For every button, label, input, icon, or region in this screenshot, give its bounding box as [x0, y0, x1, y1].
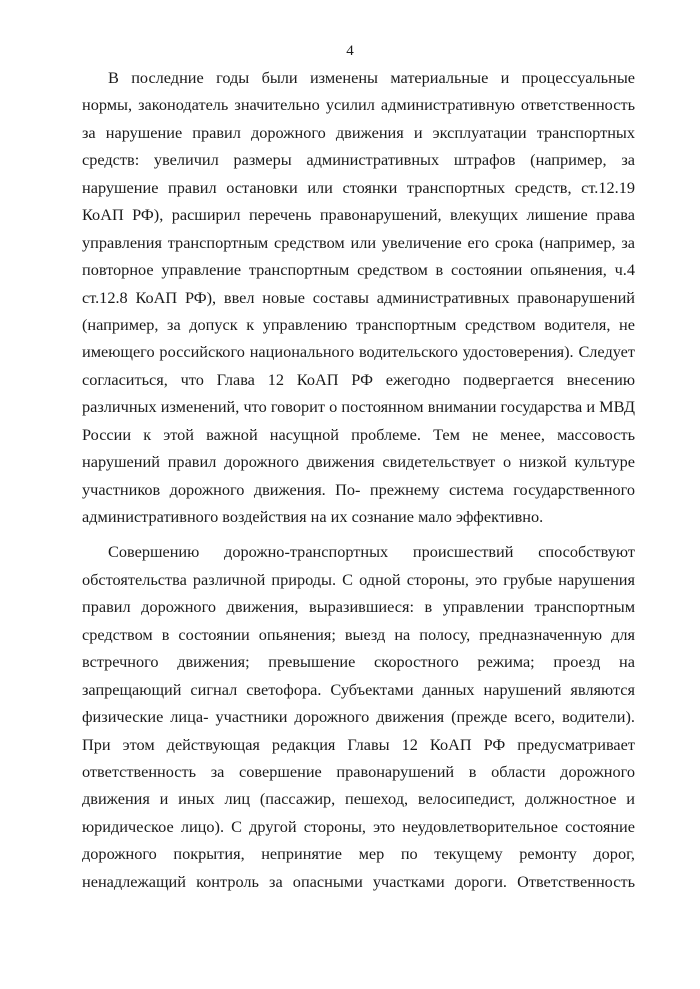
text-line: имеющего российского национального водительского удостоверения). Следует	[82, 342, 635, 362]
text-line: административного воздействия на их сознание мало эффективно.	[82, 507, 544, 526]
text-line: за нарушение правил дорожного движения и эксплуатации транспортных	[82, 122, 635, 142]
text-line: ответственность за совершение правонарушений в области дорожного	[82, 761, 635, 781]
text-line: (например, за допуск к управлению транспортным средством водителя, не	[82, 314, 635, 334]
paragraph	[82, 538, 635, 895]
text-line: обстоятельства различной природы. С одной стороны, это грубые нарушения	[82, 569, 635, 589]
text-line: участников дорожного движения. По- прежнему система государственного	[82, 479, 635, 499]
text-line: юридическое лицо). С другой стороны, это неудовлетворительное состояние	[82, 816, 635, 836]
text-line: запрещающий сигнал светофора. Субъектами данных нарушений являются	[82, 679, 635, 699]
text-line: движения и иных лиц (пассажир, пешеход, велосипедист, должностное и	[82, 789, 635, 809]
text-line: повторное управление транспортным средством в состоянии опьянения, ч.4	[82, 260, 635, 280]
text-line: нормы, законодатель значительно усилил административную ответственность	[82, 95, 635, 115]
text-line: встречного движения; превышение скоростного режима; проезд на	[82, 652, 635, 672]
text-line: нарушение правил остановки или стоянки транспортных средств, ст.12.19	[82, 177, 635, 197]
text-line: Совершению дорожно-транспортных происшествий способствуют	[108, 542, 635, 562]
text-line: При этом действующая редакция Главы 12 КоАП РФ предусматривает	[82, 734, 635, 754]
text-line: ненадлежащий контроль за опасными участками дороги. Ответственность	[82, 871, 635, 891]
page-number: 4	[346, 43, 354, 59]
text-line: управления транспортным средством или увеличение его срока (например, за	[82, 232, 635, 252]
text-line: нарушений правил дорожного движения свидетельствует о низкой культуре	[82, 452, 635, 472]
text-line: различных изменений, что говорит о постоянном внимании государства и МВД	[82, 397, 635, 417]
text-line: согласиться, что Глава 12 КоАП РФ ежегодно подвергается внесению	[82, 369, 635, 389]
text-line: средством в состоянии опьянения; выезд на полосу, предназначенную для	[82, 624, 635, 644]
text-line: правил дорожного движения, выразившиеся: в управлении транспортным	[82, 597, 635, 617]
text-line: В последние годы были изменены материальные и процессуальные	[108, 68, 635, 87]
text-line: КоАП РФ), расширил перечень правонарушений, влекущих лишение права	[82, 205, 635, 225]
text-line: дорожного покрытия, непринятие мер по текущему ремонту дорог,	[82, 844, 635, 864]
body-text	[82, 64, 635, 895]
text-line: России к этой важной насущной проблеме. Тем не менее, массовость	[82, 424, 635, 444]
paragraph	[82, 64, 635, 530]
text-line: ст.12.8 КоАП РФ), ввел новые составы административных правонарушений	[82, 287, 635, 307]
paragraph-spacer	[82, 530, 635, 538]
text-line: средств: увеличил размеры административных штрафов (например, за	[82, 150, 635, 170]
text-line: физические лица- участники дорожного движения (прежде всего, водители).	[82, 707, 635, 727]
